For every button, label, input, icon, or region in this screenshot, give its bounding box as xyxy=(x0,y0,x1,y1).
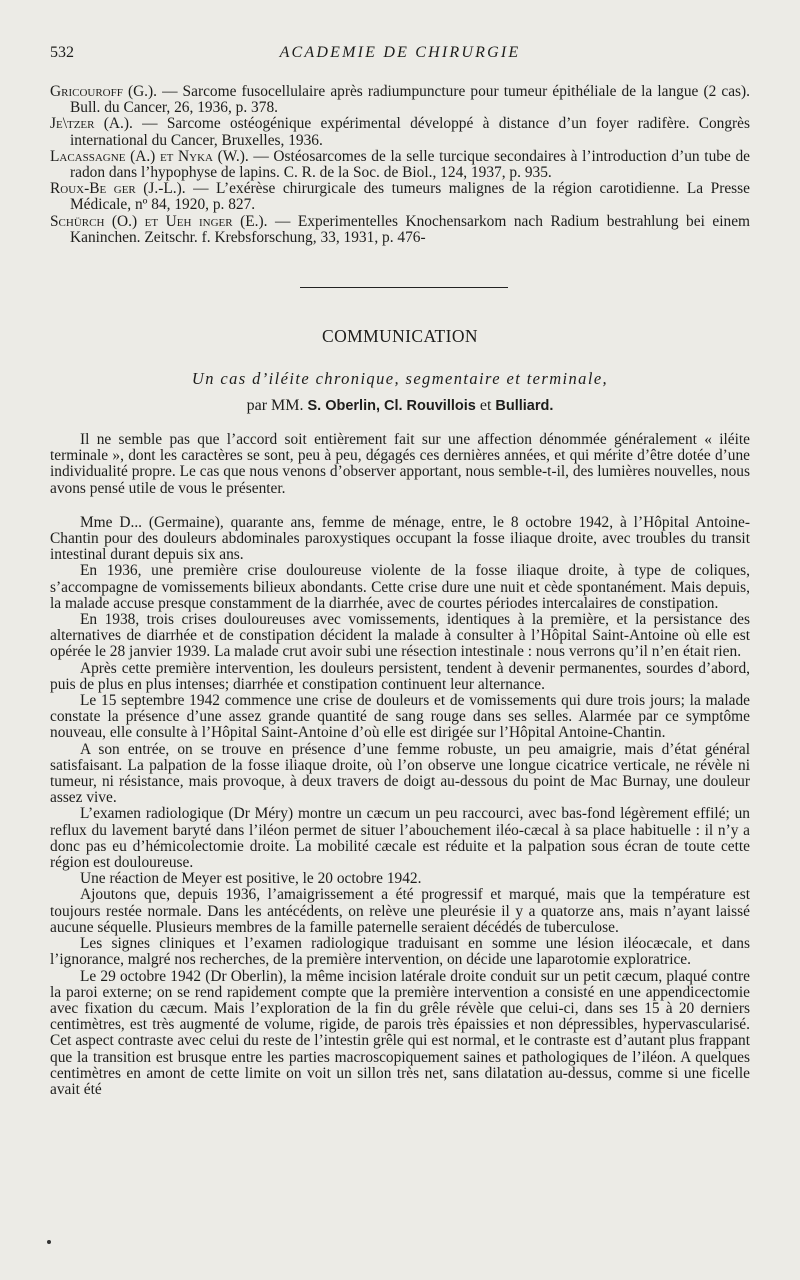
byline-prefix: par MM. xyxy=(246,397,304,414)
reference-text: — L’exérèse chirurgicale des tumeurs malignes de la région carotidienne. La Presse Médicale, nº 84, 1920, p. 827. xyxy=(70,180,750,214)
author-name: Cl. Rouvillois xyxy=(384,398,476,414)
reference-text: — Sarcome fusocellulaire après radiumpuncture pour tumeur épithéliale de la langue (2 cas). Bull. du Cancer, 26, 1936, p. 378. xyxy=(70,83,750,117)
author-name: Bulliard. xyxy=(495,398,554,414)
reference-entry xyxy=(50,116,750,148)
reference-author: Gricouroff (G.). xyxy=(50,83,157,100)
body-paragraph: Il ne semble pas que l’accord soit entièrement fait sur une affection dénommée généralement « iléite terminale », dont les caractères se sont, peu à peu, dégagés ces dernières années, et qui mérite d’être dotée d’une individualité propre. Le cas que nous venons d’observer apportant, nous semble-t-il, des lumières nouvelles, nous avons pensé utile de vous le présenter. xyxy=(50,431,750,497)
reference-list xyxy=(50,84,750,246)
body-paragraph: Ajoutons que, depuis 1936, l’amaigrissement a été progressif et marqué, mais que la température est toujours restée normale. Dans les antécédents, on relève une pleurésie il y a quatorze ans, mais n’ayant laissé aucune séquelle. Plusieurs membres de la famille paternelle seraient décédés de tuberculose. xyxy=(50,886,750,936)
body-paragraph: En 1936, une première crise douloureuse violente de la fosse iliaque droite, à type de coliques, s’accompagne de vomissements bilieux abondants. Cette crise dure une nuit et cède spontanément. Mais depuis, la malade accuse presque constamment de la diarrhée, avec de courtes périodes intercalaires de constipation. xyxy=(50,562,750,612)
body-paragraph: Mme D... (Germaine), quarante ans, femme de ménage, entre, le 8 octobre 1942, à l’Hôpital Antoine-Chantin pour des douleurs abdominales paroxystiques occupant la fosse iliaque droite, avec troubles du transit intestinal durant depuis six ans. xyxy=(50,513,750,564)
reference-entry xyxy=(50,149,750,181)
body-paragraph: A son entrée, on se trouve en présence d’une femme robuste, un peu amaigrie, mais d’état général satisfaisant. La palpation de la fosse iliaque droite, où l’on observe une longue cicatrice verticale, ne révèle ni tumeur, ni résistance, mais provoque, à deux travers de doigt au-dessous du point de Mac Burnay, une douleur assez vive. xyxy=(50,740,750,807)
reference-author: Je\tzer (A.). xyxy=(50,115,133,133)
reference-author: Schürch (O.) et Ueh inger (E.). xyxy=(50,212,268,230)
page-number: 532 xyxy=(50,44,74,61)
author-name: S. Oberlin, xyxy=(307,398,380,414)
body-paragraph: L’examen radiologique (Dr Méry) montre un cæcum un peu raccourci, avec bas-fond légèrement effilé; un reflux du lavement baryté dans l’iléon permet de situer l’abouchement iléo-cæcal à sa place habituelle : il n’y a donc pas eu d’hémicolectomie droite. La mobilité cæcale est réduite et la palpation sous écran de toute cette région est douloureuse. xyxy=(50,805,750,872)
article-byline xyxy=(0,397,800,415)
article-body xyxy=(50,432,750,1098)
body-paragraph: Une réaction de Meyer est positive, le 20 octobre 1942. xyxy=(80,870,422,888)
section-divider xyxy=(300,287,508,288)
body-paragraph: Les signes cliniques et l’examen radiologique traduisant en somme une lésion iléocæcale, et dans l’ignorance, malgré nos recherches, de la première intervention, on décide une laparotomie exploratrice. xyxy=(50,935,750,969)
reference-text: — Experimentelles Knochensarkom nach Radium bestrahlung bei einem Kaninchen. Zeitschr. f. Krebsforschung, 33, 1931, p. 476- xyxy=(70,212,750,246)
section-heading: COMMUNICATION xyxy=(322,326,478,346)
running-title: ACADEMIE DE CHIRURGIE xyxy=(279,44,521,61)
page-header xyxy=(50,44,750,66)
reference-entry xyxy=(50,214,750,246)
body-paragraph: En 1938, trois crises douloureuses avec vomissements, identiques à la première, et la persistance des alternatives de diarrhée et de constipation décident la malade à consulter à l’Hôpital Saint-Antoine où elle est opérée le 28 janvier 1939. La malade crut avoir subi une résection intestinale : nous verrons qu’il n’en était rien. xyxy=(50,611,750,661)
reference-text: — Ostéosarcomes de la selle turcique secondaires à l’introduction d’un tube de radon dans l’hypophyse de lapins. C. R. de la Soc. de Biol., 124, 1937, p. 935. xyxy=(70,147,750,182)
body-paragraph: Le 15 septembre 1942 commence une crise de douleurs et de vomissements qui dure trois jours; la malade constate la présence d’une assez grande quantité de sang rouge dans ses selles. Alarmée par ce symptôme nouveau, elle consulte à l’Hôpital Saint-Antoine d’où elle est dirigée sur l’Hôpital Antoine-Chantin. xyxy=(50,692,750,742)
reference-text: — Sarcome ostéogénique expérimental développé à distance d’un foyer radifère. Congrès international du Cancer, Bruxelles, 1936. xyxy=(70,115,750,149)
reference-entry xyxy=(50,181,750,213)
margin-speck xyxy=(47,1240,51,1244)
reference-author: Roux-Be ger (J.-L.). xyxy=(50,180,186,198)
body-paragraph: Après cette première intervention, les douleurs persistent, tendent à devenir permanentes, sourdes d’abord, puis de plus en plus intenses; diarrhée et constipation continuent leur alternance. xyxy=(50,659,750,693)
body-paragraph: Le 29 octobre 1942 (Dr Oberlin), la même incision latérale droite conduit sur un petit cæcum, plaqué contre la paroi externe; on se rend rapidement compte que la première intervention a consisté en une appendicectomie avec fixation du cæcum. Mais l’exploration de la fin du grêle révèle que celui-ci, dans ses 15 à 20 derniers centimètres, est très augmenté de volume, rigide, de parois très épaissies et non dépressibles, hypervascularisé. Cet aspect contraste avec celui du reste de l’intestin grêle qui est normal, et le contraste est d’autant plus frappant que la transition est brusque entre les parties macroscopiquement saines et pathologiques de l’iléon. A quelques centimètres en amont de cette limite on voit un sillon très net, sans dilatation au-dessus, comme si une ficelle avait été xyxy=(50,967,750,1098)
article-title: Un cas d’iléite chronique, segmentaire et terminale, xyxy=(191,369,609,388)
reference-entry xyxy=(50,84,750,116)
byline-conjunction: et xyxy=(479,397,492,414)
reference-author: Lacassagne (A.) et Nyka (W.). xyxy=(50,147,249,165)
